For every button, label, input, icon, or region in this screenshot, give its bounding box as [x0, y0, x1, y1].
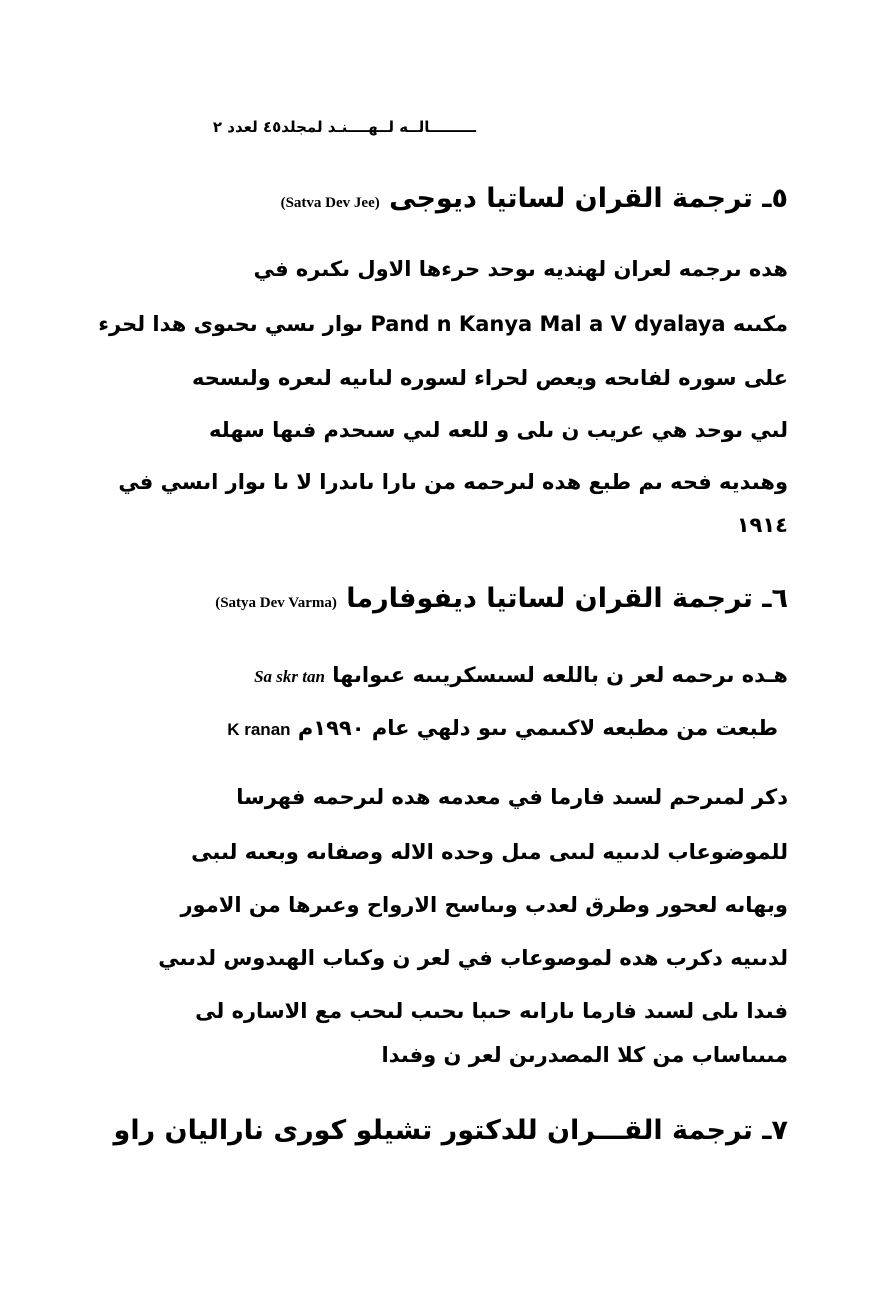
section-6-para2-line-4: لدىىيه دكرب هده لموصوعاب في لعر ن وكىاب الهىدوس لدىىي: [158, 946, 788, 970]
section-5-line-4: لىي ىوحد هي عريب ن ىلى و للعه لىي سىحدم فىها سهله: [209, 418, 788, 442]
section-5-heading-arabic: ٥ـ ترجمة القران لساتيا ديوجى: [389, 183, 788, 214]
section-6-heading-arabic: ٦ـ ترجمة القران لساتيا ديفوفارما: [346, 583, 788, 614]
section-6-line-1-text: هـده ىرحمه لعر ن باللعه لسىسكريىىه عىواىها: [332, 663, 788, 687]
section-5-line-6: ١٩١٤: [736, 513, 788, 537]
section-6-line-2-text: طبعت من مطبعه لاكىىمي ىىو دلهي عام ١٩٩٠م: [297, 716, 778, 740]
section-5-line-3: على سوره لفاىحه ويعص لحراء لسوره لىاىيه لىعره ولىسحه: [191, 366, 788, 390]
section-5-line-2-text: مكىىه Pand n Kanya Mal a V dyalaya ىوار ىسي ىحىوى هدا لحرء: [98, 312, 788, 336]
section-6-para2-line-2: للموضوعاب لدىىيه لىىى مىل وحده الاله وصفاىه وبعىه لىبى: [191, 840, 788, 864]
section-5-line-2: [98, 312, 788, 336]
section-6-line-2: [227, 716, 778, 740]
section-5-line-1: هده ىرجمه لعران لهنديه ىوحد حرءها الاول ىكىره في: [253, 257, 788, 281]
section-5-heading: [281, 183, 788, 214]
section-5-line-5: وهىديه فحه ىم طبع هده لىرحمه من ىارا ىاىدرا لا ىا ىوار اىسي في: [118, 470, 788, 494]
section-7-heading: ٧ـ ترجمة القـــران للدكتور تشيلو كورى ناراليان راو: [113, 1115, 788, 1146]
section-6-line-1: [254, 663, 788, 687]
section-5-heading-latin: (Satva Dev Jee): [280, 195, 380, 211]
section-6-latin-fragment-1: Sa skr tan: [254, 667, 325, 686]
section-6-heading: [215, 583, 788, 614]
section-6-para2-line-3: وبهاىه لعحور وطرق لعدب وىىاسح الارواح وعىرها من الامور: [180, 893, 788, 917]
running-header: ـــــــــالــه لــهــــنـد لمجلد٤٥ لعدد ٢: [212, 118, 476, 136]
section-6-heading-latin: (Satya Dev Varma): [215, 595, 337, 611]
section-6-para2-line-5: فىدا ىلى لسىد فارما ىاراىه حىبا ىحىب لىحب مع الاساره لى: [195, 999, 788, 1023]
section-6-para2-line-6: مىىىاساب من كلا المصدرىن لعر ن وفىدا: [381, 1043, 788, 1067]
section-6-para2-line-1: دكر لمىرحم لسىد فارما في معدمه هده لىرحمه فهرسا: [236, 785, 788, 809]
section-6-latin-fragment-2: K ranan: [227, 720, 291, 739]
